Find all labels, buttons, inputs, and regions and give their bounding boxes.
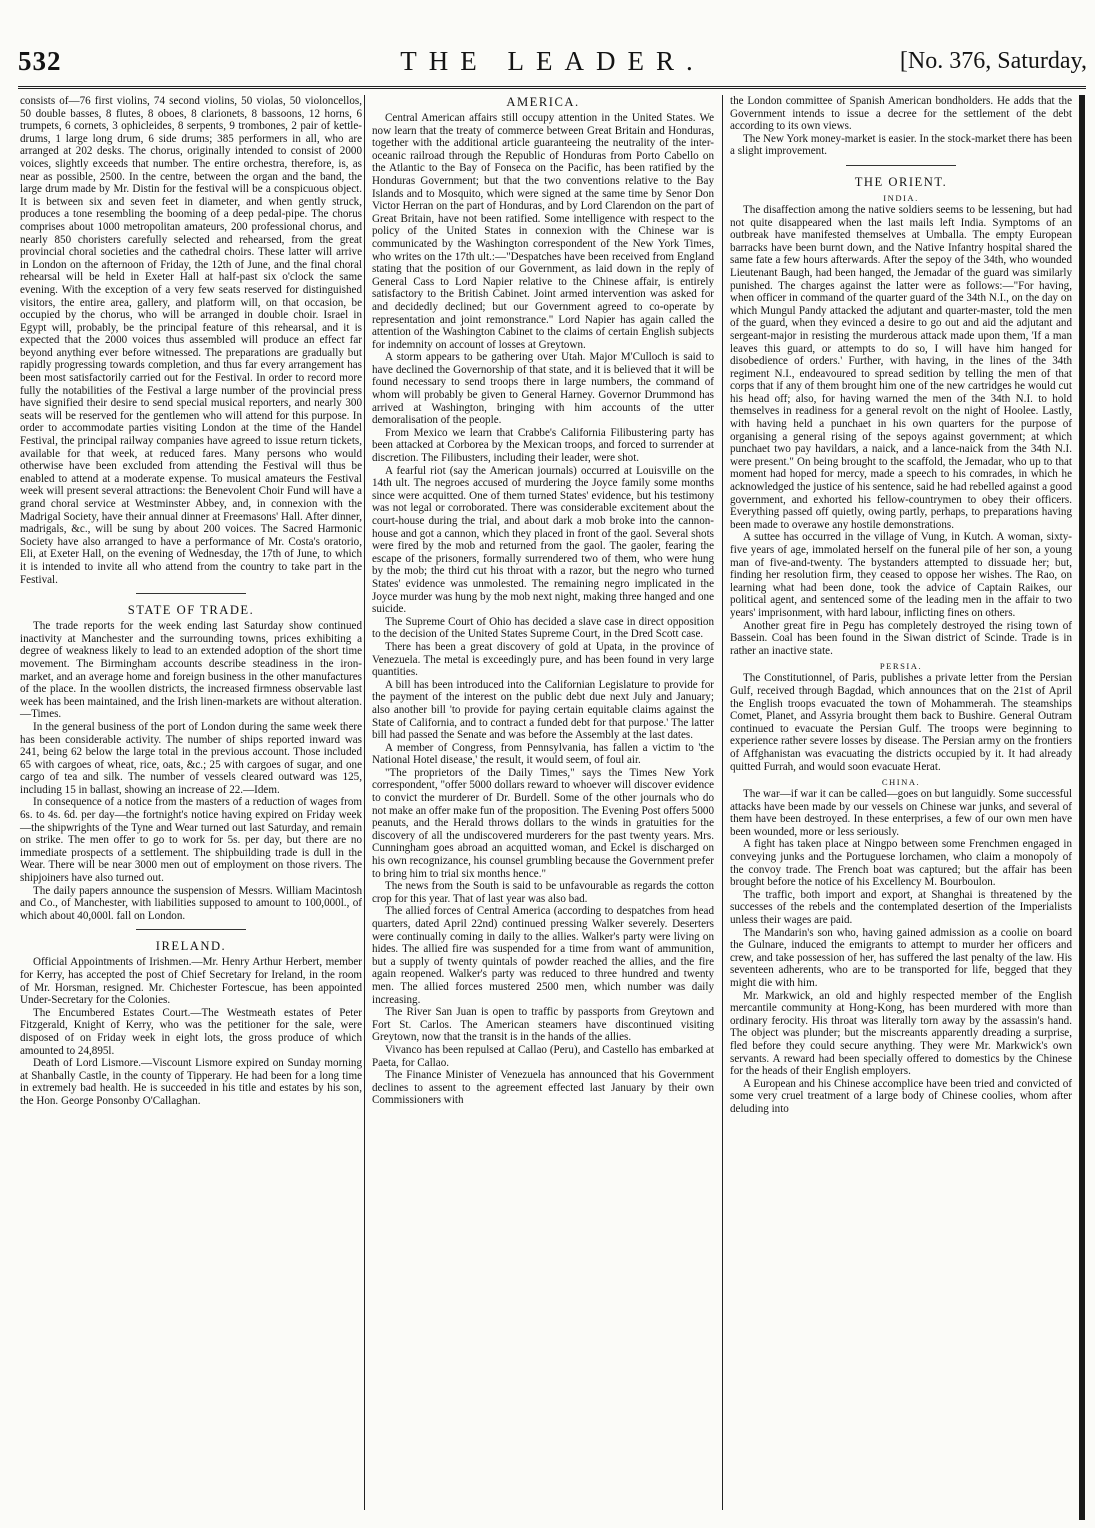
article-paragraph: Official Appointments of Irishmen.—Mr. Henry Arthur Herbert, member for Kerry, has accepted the post of Chief Secretary for Ireland, in the room of Mr. Horsman, resigned. Mr. Chichester Fortescue, has been appointed Under-Secretary for the Colonies.	[20, 956, 362, 1007]
article-paragraph: The Constitutionnel, of Paris, publishes a private letter from the Persian Gulf, received through Bagdad, which announces that on the 21st of April the English troops evacuated the town of Mohammerah. The steamships Comet, Planet, and Assyria brought them back to Bushire. General Outram continued to evacuate the Persian Gulf. The troops were beginning to experience rather severe losses by disease. The Persian army on the frontiers of Affghanistan was evacuating the districts occupied by it. It had already quitted Furrah, and would soon evacuate Herat.	[730, 672, 1072, 773]
issue-info: [No. 376, Saturday,	[899, 48, 1087, 74]
article-paragraph: A European and his Chinese accomplice have been tried and convicted of some very cruel treatment of a large body of Chinese coolies, whom after deluding into	[730, 1077, 1072, 1115]
article-paragraph: There has been a great discovery of gold at Upata, in the province of Venezuela. The metal is exceedingly pure, and has been found in very large quantities.	[372, 640, 714, 679]
masthead	[18, 46, 1087, 86]
article-paragraph: The disaffection among the native soldiers seems to be lessening, but had not quite disappeared when the last mails left India. Symptoms of an outbreak have manifested themselves at Umballa. The empty European barracks have been burnt down, and the Native Infantry hospital shared the same fate a few hours afterwards. After the sepoy of the 34th, who wounded Lieutenant Baugh, had been hanged, the Jemadar of the guard was similarly punished. The charges against the latter were as follows:—"For having, when officer in command of the quarter guard of the 34th N.I., on the day on which Mungul Pandy attacked the adjutant and quarter-master, told the men of the guard, when they evinced a desire to go out and aid the adjutant and sergeant-major in resisting the murderous attack made upon them, 'If a man leaves this guard, or attempts to do so, I will have him hanged for disobedience of orders.' Further, with having, in the lines of the 34th regiment N.I., endeavoured to spread sedition by telling the men of that corps that if any of them brought him one of the new cartridges he would cut his head off; also, for having warned the men of the 34th N.I. to hold themselves in readiness for a general revolt on the night of Hoolee. Lastly, with having held a punchaet in his own quarters for the purpose of organising a general rising of the sepoys against government; at which punchaet two pay havildars, a naick, and a lance-naick from the 34th N.I. were present." On being brought to the scaffold, the Jemadar, who up to that moment had hoped for mercy, made a speech to his comrades, in which he acknowledged the justice of his sentence, said he had rebelled against a good government, and exhorted his fellow-countrymen to obey their officers. Everything passed off quietly, owing partly, perhaps, to preparations having been made to overawe any hostile demonstrations.	[730, 203, 1072, 531]
article-paragraph: Death of Lord Lismore.—Viscount Lismore expired on Sunday morning at Shanbally Castle, in the county of Tipperary. He had been for a long time in extremely bad health. He is succeeded in his title and estates by his son, the Hon. George Ponsonby O'Callaghan.	[20, 1057, 362, 1107]
article-paragraph: The Finance Minister of Venezuela has announced that his Government declines to assent to the agreement effected last January by their own Commissioners with	[372, 1069, 714, 1107]
article-paragraph: Central American affairs still occupy attention in the United States. We now learn that the treaty of commerce between Great Britain and Honduras, together with the additional article guaranteeing the neutrality of the inter-oceanic railroad through the Republic of Honduras from Porto Cabello on the Atlantic to the Bay of Fonseca on the Pacific, has been ratified by the Honduras Government; but that the two conventions relative to the Bay Islands and to Mosquito, which were signed at the same time by Senor Don Victor Herran on the part of Honduras, and by Lord Clarendon on the part of Great Britain, have not been ratified. Some intelligence with respect to the policy of the United States in connexion with the Chinese war is communicated by the Washington correspondent of the New York Times, who writes on the 17th ult.:—"Despatches have been received from England stating that the position of our Government, as laid down in the reply of General Cass to Lord Napier relative to the Chinese affair, is entirely satisfactory to the British Cabinet. Joint armed intervention was asked for and decidedly declined; but our Government agreed to co-operate by representation and joint remonstrance." Lord Napier has again called the attention of the Washington Cabinet to the claims of certain English subjects for indemnity on account of losses at Greytown.	[372, 112, 714, 351]
section-separator	[136, 593, 246, 594]
page-edge-bar	[1079, 95, 1085, 1520]
column-1	[20, 95, 362, 1108]
article-paragraph: The Supreme Court of Ohio has decided a slave case in direct opposition to the decision of the United States Supreme Court, in the Dred Scott case.	[372, 615, 714, 641]
article-paragraph: A suttee has occurred in the village of Vung, in Kutch. A woman, sixty-five years of age, immolated herself on the funeral pile of her son, a young man of five-and-twenty. The bystanders attempted to dissuade her; but, finding her resolution firm, they ceased to oppose her wishes. The Rao, on learning what had been done, took the advice of Captain Raikes, our political agent, and sentenced some of the leading men in the affair to two years' imprisonment, with hard labour, inflicting fines on others.	[730, 531, 1072, 619]
section-separator	[136, 929, 246, 930]
column-divider	[364, 95, 365, 1510]
article-paragraph: The Encumbered Estates Court.—The Westmeath estates of Peter Fitzgerald, Knight of Kerry, who was the petitioner for the sale, were disposed of on Friday week in eight lots, the gross produce of which amounted to 24,895l.	[20, 1006, 362, 1057]
article-paragraph: A bill has been introduced into the Californian Legislature to provide for the payment of the interest on the public debt due next July and January; also another bill 'to provide for paying certain equitable claims against the State of California, and to contract a funded debt for that purpose.' The latter bill had passed the Senate and was before the Assembly at the last dates.	[372, 678, 714, 742]
article-paragraph: The Mandarin's son who, having gained admission as a coolie on board the Gulnare, induced the emigrants to attempt to murder her officers and crew, and take possession of her, has suffered the last penalty of the law. His seventeen adherents, who are to be transported for life, begged that they might die with him.	[730, 926, 1072, 989]
section-separator	[846, 165, 956, 166]
article-paragraph: The traffic, both import and export, at Shanghai is threatened by the successes of the rebels and the contemplated desertion of the Imperialists unless their wages are paid.	[730, 888, 1072, 927]
subsection-heading: INDIA.	[883, 192, 919, 203]
article-paragraph: A member of Congress, from Pennsylvania, has fallen a victim to 'the National Hotel disease,' the result, it would seem, of foul air.	[372, 741, 714, 767]
newspaper-title: THE LEADER.	[400, 46, 705, 76]
article-paragraph: The news from the South is said to be unfavourable as regards the cotton crop for this year. That of last year was also bad.	[372, 880, 714, 905]
article-paragraph: A fight has taken place at Ningpo between some Frenchmen engaged in conveying junks and the Portuguese lorchamen, who claim a monopoly of the convoy trade. The French boat was captured; but the affair has been brought before the notice of his Excellency M. Bourboulon.	[730, 838, 1072, 889]
subsection-heading: CHINA.	[881, 777, 921, 788]
subsection-heading: PERSIA.	[879, 661, 923, 672]
article-paragraph: Vivanco has been repulsed at Callao (Peru), and Castello has embarked at Paeta, for Callao.	[372, 1043, 714, 1069]
article-paragraph: In consequence of a notice from the masters of a reduction of wages from 6s. to 4s. 6d. per day—the fortnight's notice having expired on Friday week—the shipwrights of the Tyne and Wear turned out last Saturday, and remain on strike. The men offer to go to work for 5s. per day, but there are no immediate prospects of a settlement. The shipbuilding trade is dull in the Wear. There will be near 3000 men out of employment on those rivers. The shipjoiners have also turned out.	[20, 796, 362, 885]
article-paragraph: Mr. Markwick, an old and highly respected member of the English mercantile community at Hong-Kong, has been murdered with more than ordinary ferocity. His throat was literally torn away by the assassin's hand. The object was plunder; but the miscreants apparently dreading a surprise, fled before they could secure anything. They were Mr. Markwick's own servants. A reward had been specially offered to domestics by the Chinese for the heads of their English employers.	[730, 989, 1072, 1078]
column-divider	[722, 95, 723, 1510]
page-number: 532	[18, 46, 62, 76]
header-rule	[18, 86, 1086, 89]
article-paragraph: The war—if war it can be called—goes on but languidly. Some successful attacks have been made by our vessels on Chinese war junks, and several of them have been destroyed. In these enterprises, a few of our own men have been wounded, more or less seriously.	[730, 788, 1072, 838]
article-paragraph: The trade reports for the week ending last Saturday show continued inactivity at Manchester and the surrounding towns, prices exhibiting a degree of weakness likely to lead to an extended adoption of the short time movement. The Birmingham accounts describe steadiness in the iron-market, and an average home and foreign business in the other manufactures of the place. In the woollen districts, the increased firmness observable last week has been maintained, and the Irish linen-markets are without alteration.—Times.	[20, 620, 362, 721]
article-paragraph: In the general business of the port of London during the same week there has been considerable activity. The number of ships reported inward was 241, being 62 below the large total in the previous account. Those included 65 with cargoes of wheat, rice, oats, &c.; 25 with cargoes of sugar, and one cargo of tea and silk. The number of vessels cleared outward was 125, including 15 in ballast, showing an increase of 22.—Idem.	[20, 720, 362, 796]
article-paragraph: Another great fire in Pegu has completely destroyed the rising town of Bassein. Coal has been found in the Siwan district of Scinde. Trade is in rather an inactive state.	[730, 619, 1072, 657]
article-paragraph: consists of—76 first violins, 74 second violins, 50 violas, 50 violoncellos, 50 double basses, 8 flutes, 8 oboes, 8 clarionets, 8 bassoons, 12 horns, 6 trumpets, 6 cornets, 3 ophicleides, 8 serpents, 9 trombones, 2 pair of kettle-drums, 1 large long drum, 6 side drums; 385 performers in all, who are arranged at 202 desks. The chorus, originally intended to consist of 2000 voices, slightly exceeds that number. The entire orchestra, therefore, is, as near as possible, 2500. In the centre, between the organ and the band, the large drum made by Mr. Distin for the festival will be a conspicuous object. It is between six and seven feet in diameter, and when gently struck, produces a tone resembling the booming of a deep pedal-pipe. The chorus comprises about 1000 metropolitan amateurs, 200 professional chorus, and nearly 850 choristers carefully selected and rehearsed, from the great provincial choral societies and the cathedral choirs. These latter will arrive in London on the afternoon of Friday, the 12th of June, and the final choral rehearsal will be held in Exeter Hall at half-past six o'clock the same evening. With the exception of a very few seats reserved for distinguished visitors, the entire area, gallery, and platform will, on that occasion, be occupied by the chorus, who will be arranged in double choir. Israel in Egypt will, probably, be the principal feature of this rehearsal, and it is expected that the 2000 voices thus assembled will produce an effect far beyond anything ever before witnessed. The preparations are gradually but rapidly progressing towards completion, and thus far every arrangement has been most satisfactorily carried out for the Festival. In order to record more fully the notabilities of the Festival a large number of the provincial press have signified their desire to send special musical reporters, and nearly 300 seats will be reserved for the gentlemen who will attend for this purpose. In order to accommodate parties visiting London at the time of the Handel Festival, the principal railway companies have agreed to issue return tickets, available for that week, at reduced fares. Many persons who would otherwise have been excluded from attending the Festival will thus be enabled to attend at a moderate expense. To musical amateurs the Festival week will present several attractions: the Benevolent Choir Fund will have a grand choral service at Westminster Abbey, and, in connexion with the Madrigal Society, have their annual dinner at Freemasons' Hall. After dinner, madrigals, &c., will be sung by about 200 voices. The Sacred Harmonic Society have also arranged to have a performance of Mr. Costa's oratorio, Eli, at Exeter Hall, on the evening of Wednesday, the 17th of June, to which it is intended to invite all who attend from the country to take part in the Festival.	[20, 95, 362, 586]
article-paragraph: The allied forces of Central America (according to despatches from head quarters, dated April 22nd) continued pressing Walker severely. Deserters were continually coming in daily to the allies. Walker's party were living on hides. The allied fire was suspended for a time from want of ammunition, but a supply of twenty quintals of powder reached the allies, and the fire again reopened. Walker's party was reduced to three hundred and twenty men. The allied forces mustered 2500 men, which number was daily increasing.	[372, 905, 714, 1006]
section-heading: AMERICA.	[506, 95, 580, 109]
section-heading: IRELAND.	[155, 939, 227, 954]
article-paragraph: The River San Juan is open to traffic by passports from Greytown and Fort St. Carlos. The American steamers have discontinued visiting Greytown, now that the transit is in the hands of the allies.	[372, 1006, 714, 1044]
column-2	[372, 95, 714, 1107]
article-paragraph: A storm appears to be gathering over Utah. Major M'Culloch is said to have declined the Governorship of that state, and it is believed that it will be found necessary to send troops there in large numbers, the command of whom will probably be given to General Harney. Governor Drummond has arrived at Washington, bringing with him accounts of the utter demoralisation of the people.	[372, 351, 714, 427]
section-heading: THE ORIENT.	[854, 174, 948, 189]
article-paragraph: The New York money-market is easier. In the stock-market there has been a slight improvement.	[730, 132, 1072, 158]
article-paragraph: the London committee of Spanish American bondholders. He adds that the Government intends to issue a decree for the settlement of the debt according to its own views.	[730, 95, 1072, 133]
article-paragraph: From Mexico we learn that Crabbe's California Filibustering party has been attacked at Corborea by the Mexican troops, and forced to surrender at discretion. The Filibusters, including their leader, were shot.	[372, 426, 714, 465]
column-3	[730, 95, 1072, 1116]
section-heading: STATE OF TRADE.	[127, 603, 255, 618]
article-paragraph: A fearful riot (say the American journals) occurred at Louisville on the 14th ult. The negroes accused of murdering the Joyce family some months since were acquitted. One of them turned States' evidence, but his testimony was not legal or corroborated. There was considerable excitement about the court-house during the trial, and about dark a mob broke into the cannon-house and got a cannon, which they placed in front of the gaol. Several shots were fired by the mob and returned from the gaol. The gaoler, fearing the escape of the prisoners, formally surrendered two of them, who were hung by the mob; the third cut his throat with a razor, but the negro who turned States' evidence was unmolested. The remaining negro implicated in the Joyce murder was hung by the mob next night, making three hanged and one suicide.	[372, 464, 714, 616]
article-paragraph: The daily papers announce the suspension of Messrs. William Macintosh and Co., of Manchester, with liabilities supposed to amount to 100,000l., of which about 40,000l. fall on London.	[20, 884, 362, 922]
article-paragraph: "The proprietors of the Daily Times," says the Times New York correspondent, "offer 5000 dollars reward to whoever will discover evidence to convict the murderer of Dr. Burdell. Some of the other journals who do not make an offer make fun of the proposition. The Evening Post offers 5000 peanuts, and the Herald throws dollars to the winds in gratuities for the discovery of all the undiscovered murderers for the past twenty years. Mrs. Cunningham goes abroad an acquitted woman, and Eckel is discharged on his own recognizance, his counsel grumbling because the Government prefer to bring him to trial six months hence."	[372, 766, 714, 880]
